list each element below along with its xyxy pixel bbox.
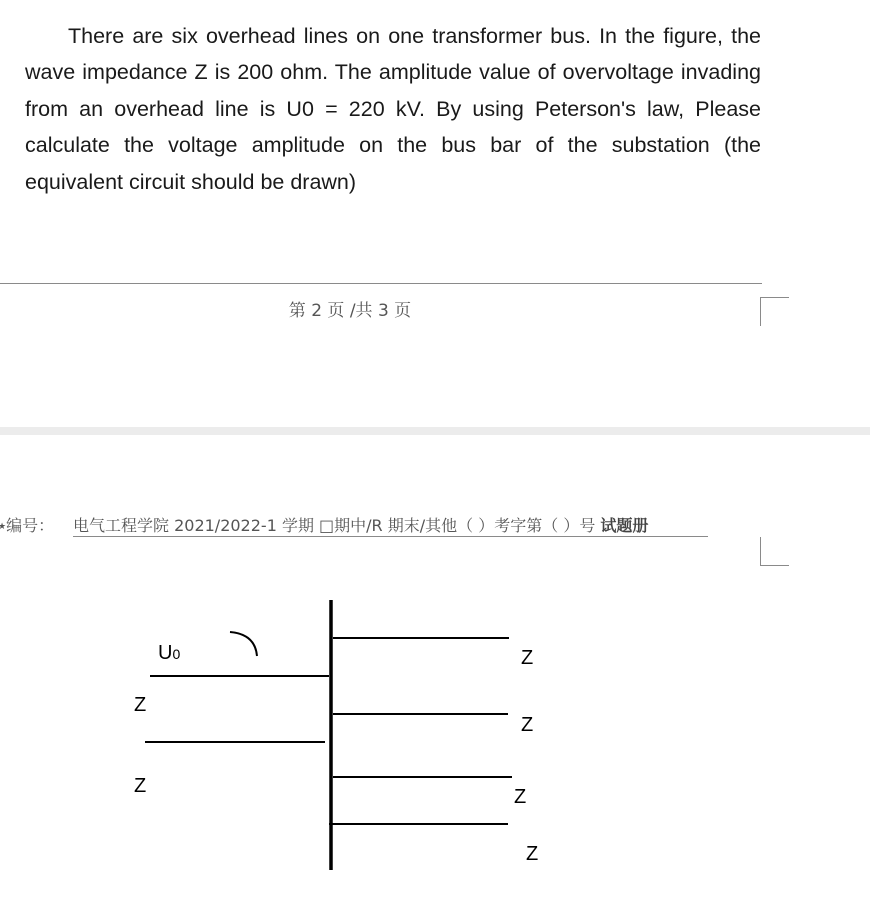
impedance-label-right-2: Z (521, 714, 534, 736)
exam-header-info (73, 513, 708, 537)
impedance-label-left-2: Z (134, 775, 147, 797)
exam-header-text: 电气工程学院 2021/2022-1 学期 □期中/R 期末/其他（ ）考字第（ ）号 (73, 516, 601, 535)
margin-corner-mark-bottom (760, 537, 789, 566)
margin-corner-mark-top (760, 297, 789, 326)
exam-number-label: ★ 编号： (0, 513, 54, 536)
page-footer-rule (0, 283, 762, 284)
impedance-label-left-1: Z (134, 694, 147, 716)
page-number: 第 2 页 /共 3 页 (288, 301, 412, 321)
voltage-subscript: 0 (172, 646, 181, 662)
question-text: There are six overhead lines on one transformer bus. In the figure, the wave impedance Z is 200 ohm. The amplitude value of overvoltage invading from an overhead line is U0 = 220 kV. By using Peterson's law, Please calculate the voltage amplitude on the bus bar of the substation (the equivalent circuit should be drawn) (25, 24, 761, 194)
wave-front-arc-icon (230, 632, 257, 656)
voltage-label (158, 642, 180, 664)
page-separator (0, 427, 870, 435)
voltage-symbol: U (158, 642, 173, 664)
impedance-label-right-3: Z (514, 786, 527, 808)
impedance-label-right-4: Z (526, 843, 539, 865)
circuit-diagram (0, 590, 870, 890)
exam-book-title: 试题册 (600, 516, 649, 535)
impedance-label-right-1: Z (521, 647, 534, 669)
